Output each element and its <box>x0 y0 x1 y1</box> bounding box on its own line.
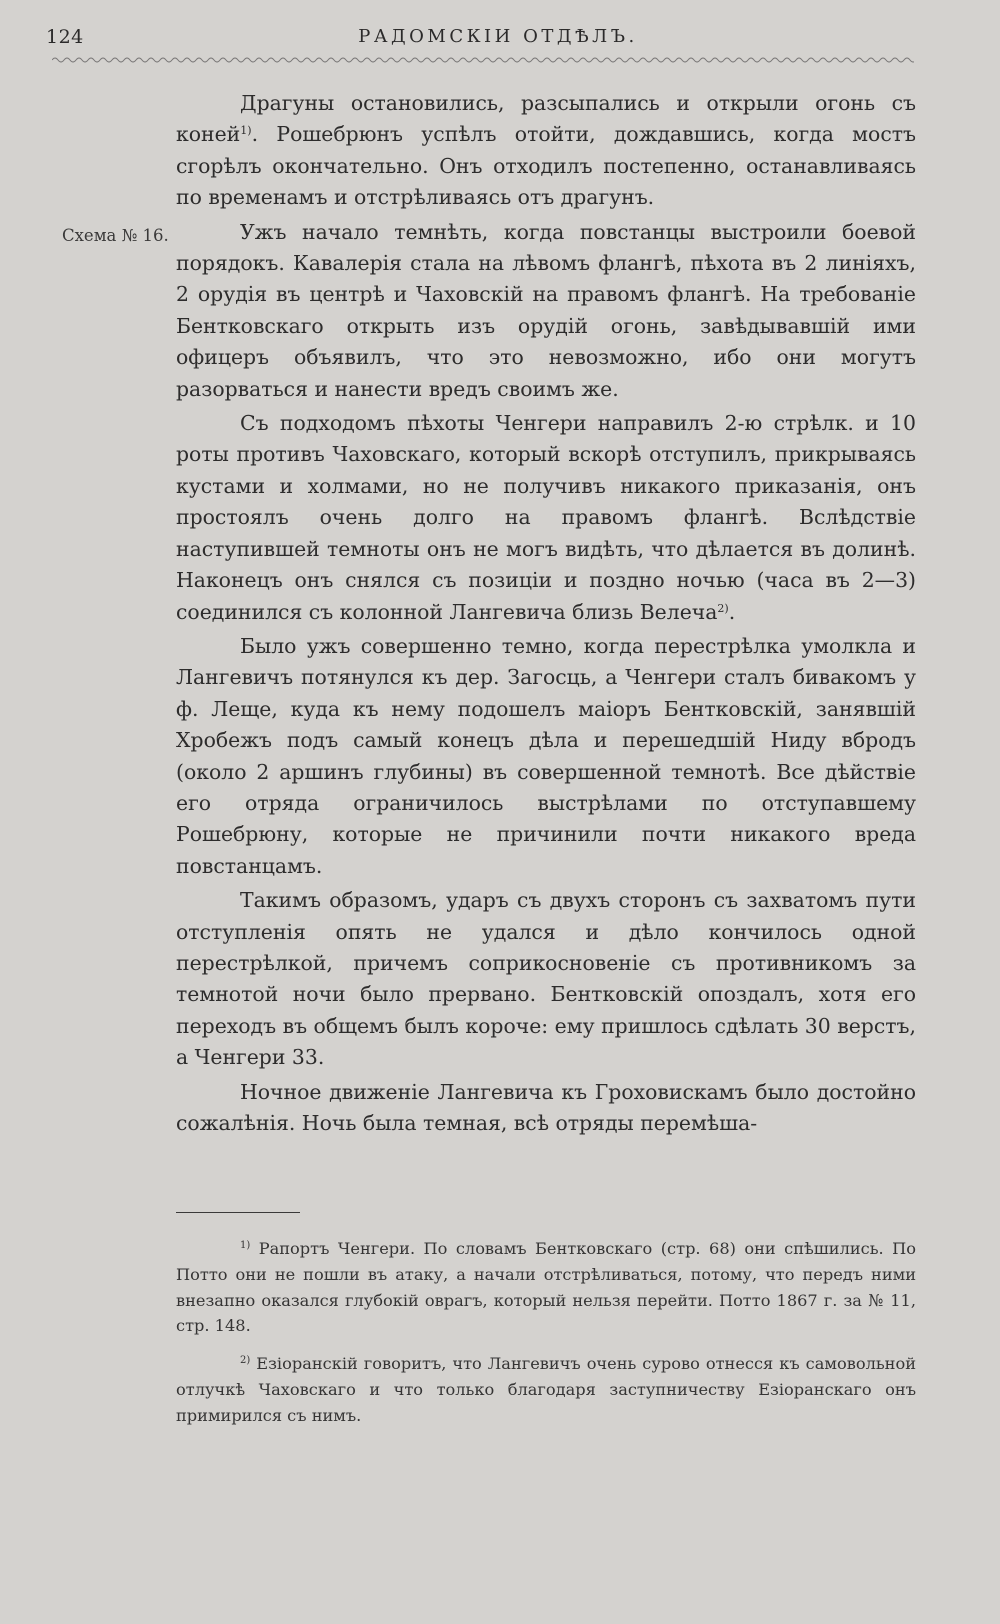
paragraph <box>176 408 916 628</box>
footnotes <box>176 1236 916 1441</box>
paragraph <box>176 885 916 1073</box>
footnote-mark: 1) <box>240 1240 251 1251</box>
footnote-ref: 1) <box>240 124 252 138</box>
paragraph <box>176 217 916 405</box>
paragraph-text: . <box>728 599 736 624</box>
paragraph-text: Ужъ начало темнѣть, когда повстанцы выстроили боевой порядокъ. Кавалерія стала на лѣвомъ флангѣ, пѣхота въ 2 линіяхъ, 2 орудія въ центрѣ и Чаховскій на правомъ флангѣ. На требованіе Бентковскаго открыть изъ орудій огонь, завѣдывавшій ими офицеръ объявилъ, что это невозможно, ибо они могутъ разорваться и нанести вредъ своимъ же. <box>176 219 916 401</box>
main-text <box>176 88 916 1142</box>
paragraph <box>176 88 916 214</box>
running-title: РАДОМСКІИ ОТДѢЛЪ. <box>358 26 638 47</box>
footnote-ref: 2) <box>717 601 729 615</box>
paragraph-text: Ночное движеніе Лангевича къ Гроховискамъ было достойно сожалѣнія. Ночь была темная, всѣ отряды перемѣша- <box>176 1079 916 1135</box>
paragraph-text: Драгуны остановились, разсыпались и открыли огонь съ коней <box>176 91 916 147</box>
footnote <box>176 1236 916 1339</box>
paragraph <box>176 631 916 882</box>
margin-note-schema: Схема № 16. <box>62 226 169 245</box>
paragraph-text: Было ужъ совершенно темно, когда перестрѣлка умолкла и Лангевичъ потянулся къ дер. Загосць, а Ченгери сталъ бивакомъ у ф. Леще, куда къ нему подошелъ маіоръ Бентковскій, занявшій Хробежъ подъ самый конецъ дѣла и перешедшій Ниду вбродъ (около 2 аршинъ глубины) въ совершенной темнотѣ. Все дѣйствіе его отряда ограничилось выстрѣлами по отступавшему Рошебрюну, которые не причинили почти никакого вреда повстанцамъ. <box>176 633 916 878</box>
footnote-text: Езіоранскій говоритъ, что Лангевичъ очень сурово отнесся къ самовольной отлучкѣ Чаховскаго и что только благодаря заступничеству Езіоранскаго онъ примирился съ нимъ. <box>176 1354 916 1425</box>
page-number: 124 <box>46 26 84 48</box>
header-wavy-rule <box>52 56 914 64</box>
paragraph-text: Такимъ образомъ, ударъ съ двухъ сторонъ съ захватомъ пути отступленія опять не удался и дѣло кончилось одной перестрѣлкой, причемъ соприкосновеніе съ противникомъ за темнотой ночи было прервано. Бентковскій опоздалъ, хотя его переходъ въ общемъ былъ короче: ему пришлось сдѣлать 30 верстъ, а Ченгери 33. <box>176 888 916 1070</box>
footnote-text: Рапортъ Ченгери. По словамъ Бентковскаго (стр. 68) они спѣшились. По Потто они не пошли въ атаку, а начали отстрѣливаться, потому, что передъ ними внезапно оказался глубокій оврагъ, который нельзя перейти. Потто 1867 г. за № 11, стр. 148. <box>176 1239 916 1336</box>
paragraph <box>176 1077 916 1140</box>
footnote-mark: 2) <box>240 1355 251 1367</box>
footnote <box>176 1351 916 1428</box>
paragraph-text: . Рошебрюнъ успѣлъ отойти, дождавшись, когда мостъ сгорѣлъ окончательно. Онъ отходилъ постепенно, останавливаясь по временамъ и отстрѣливаясь отъ драгунъ. <box>176 122 916 210</box>
paragraph-text: Съ подходомъ пѣхоты Ченгери направилъ 2-ю стрѣлк. и 10 роты противъ Чаховскаго, который вскорѣ отступилъ, прикрываясь кустами и холмами, но не получивъ никакого приказанія, онъ простоялъ очень долго на правомъ флангѣ. Вслѣдствіе наступившей темноты онъ не могъ видѣть, что дѣлается въ долинѣ. Наконецъ онъ снялся съ позиціи и поздно ночью (часа въ 2—3) соединился съ колонной Лангевича близь Велеча <box>176 411 916 624</box>
footnote-separator <box>176 1212 300 1213</box>
